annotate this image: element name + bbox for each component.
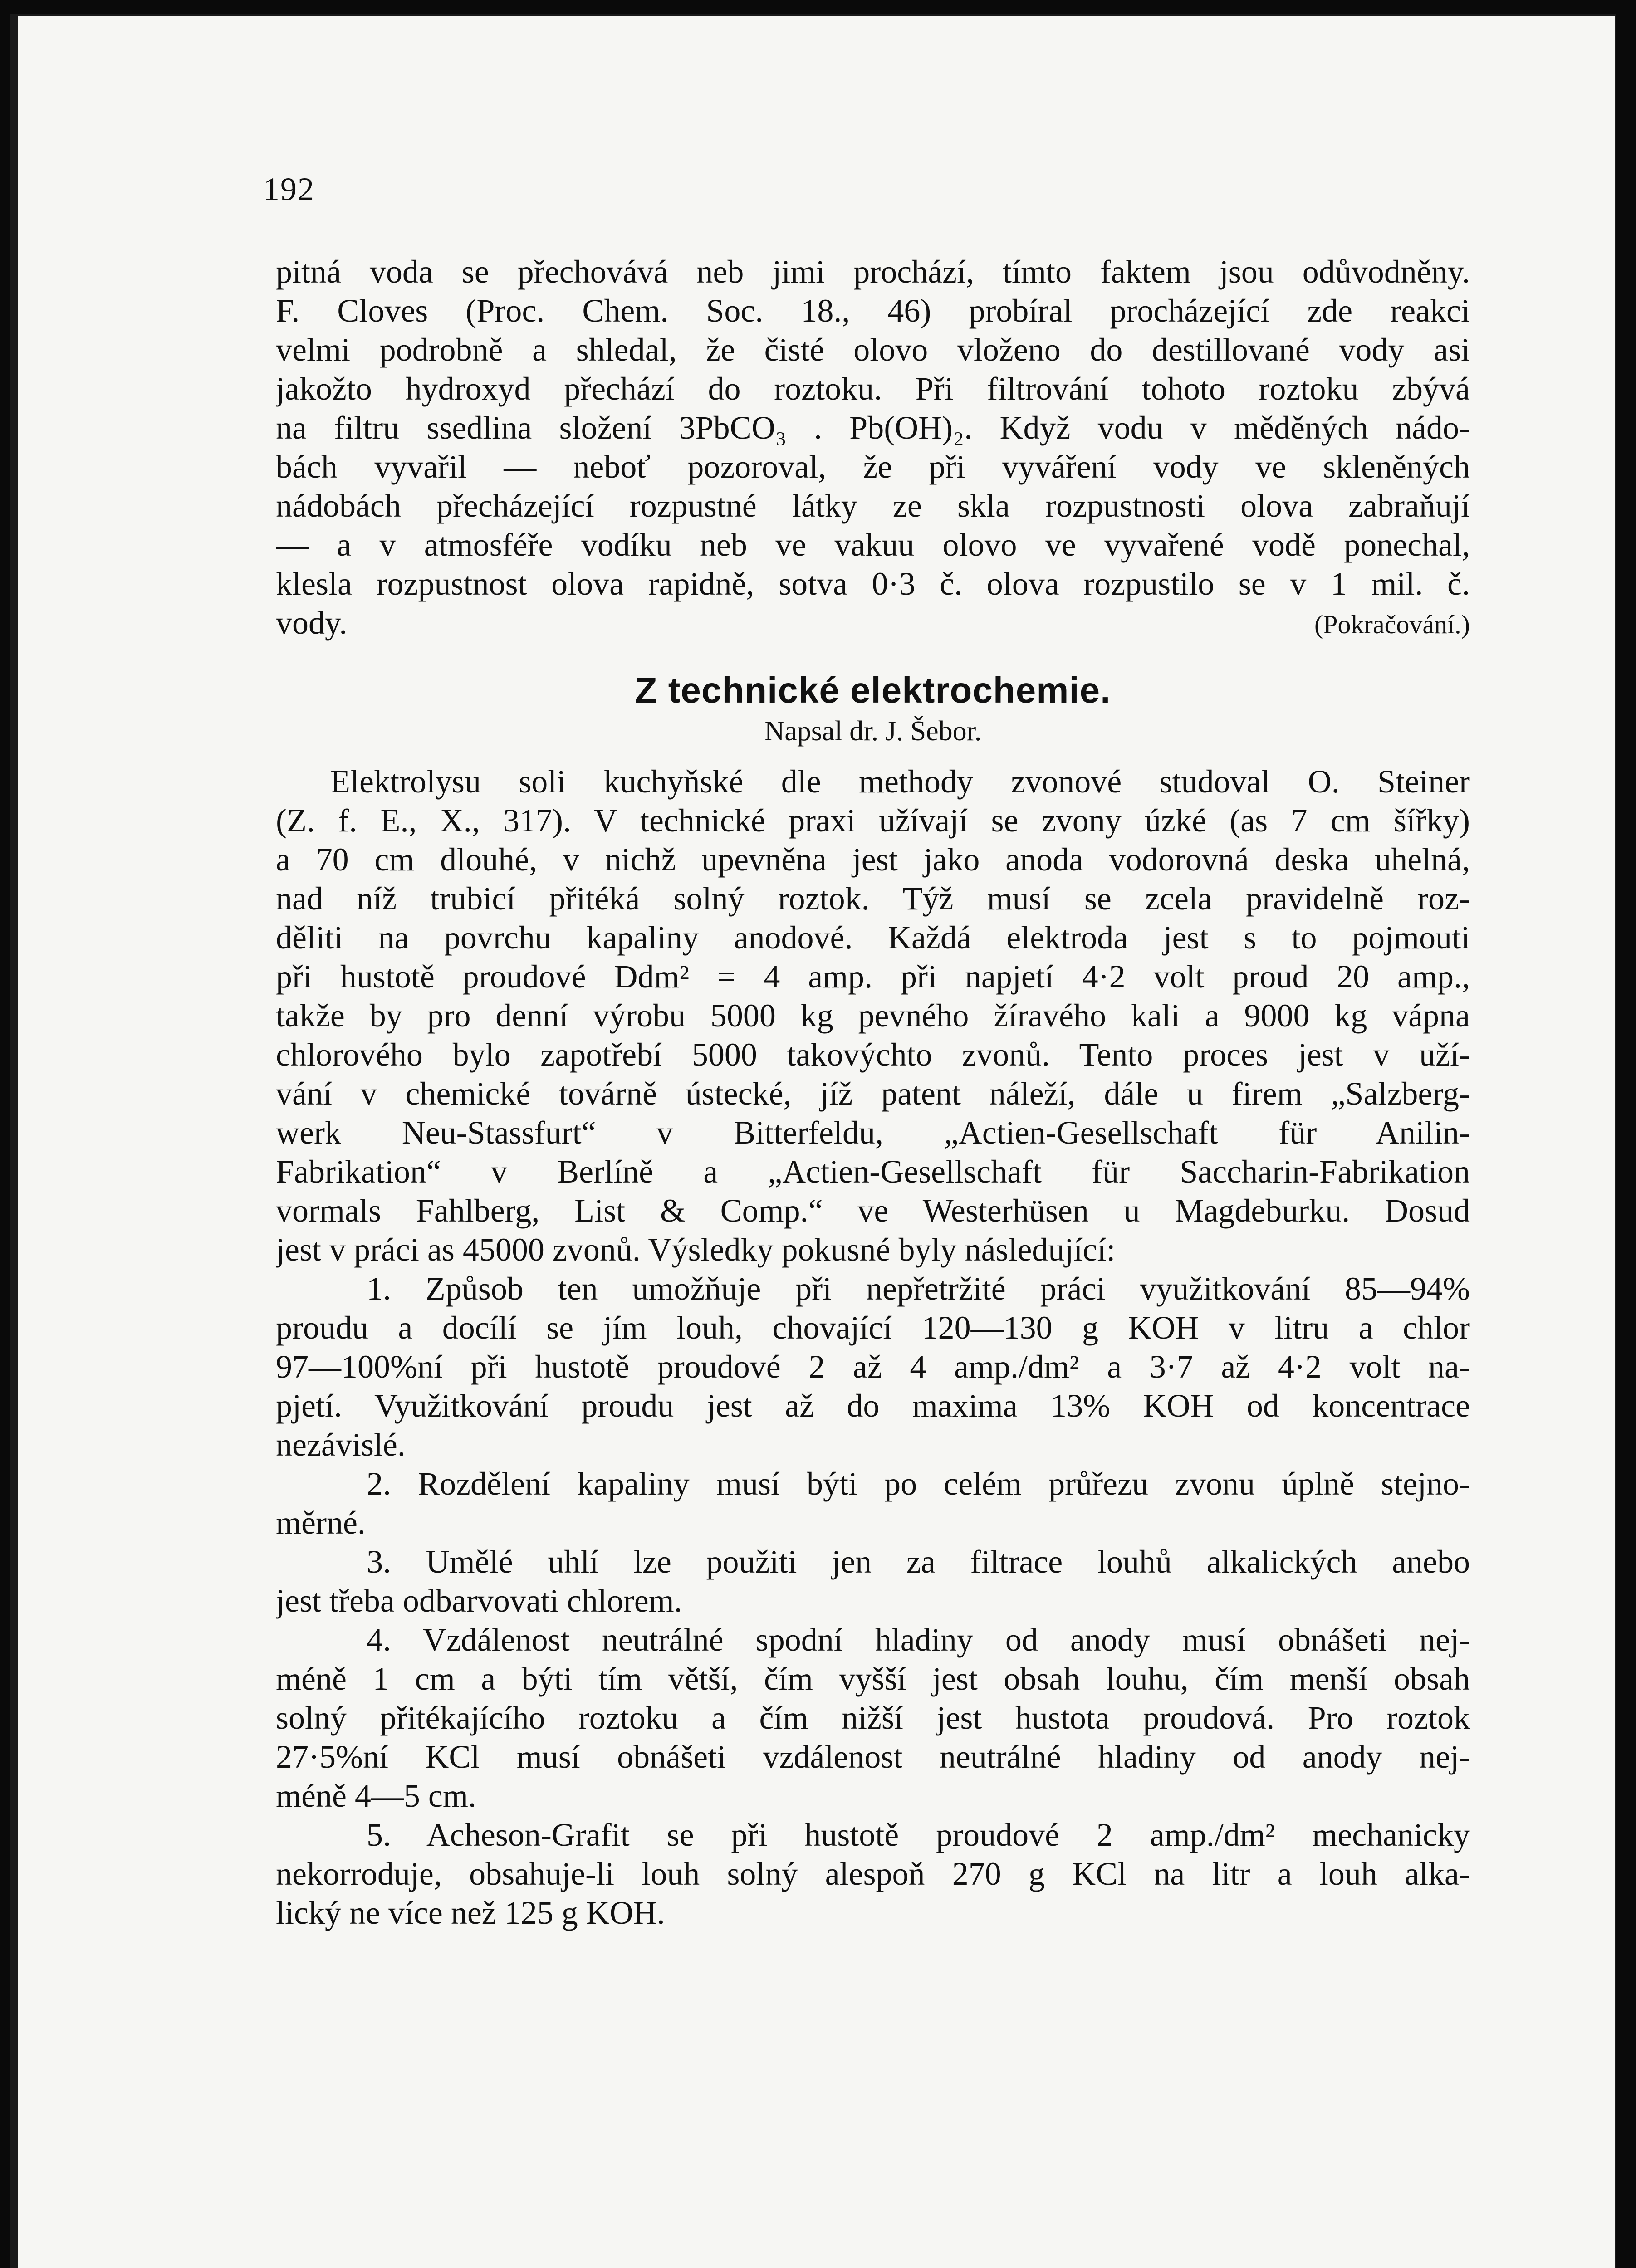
- text-line: takže by pro denní výrobu 5000 kg pevného žíravého kali a 9000 kg vápna: [276, 997, 1470, 1034]
- text-line: 1. Způsob ten umožňuje při nepřetržité práci využitkování 85—94%: [367, 1271, 1470, 1307]
- text-line: proudu a docílí se jím louh, chovající 120—130 g KOH v litru a chlor: [276, 1310, 1470, 1346]
- text-line: jakožto hydroxyd přechází do roztoku. Při filtrování tohoto roztoku zbývá: [276, 371, 1470, 407]
- text-line: vormals Fahlberg, List & Comp.“ ve Westerhüsen u Magdeburku. Dosud: [276, 1193, 1470, 1229]
- continuation-paragraph: [276, 252, 1470, 642]
- page-number: 192: [263, 171, 315, 207]
- text-line: chlorového bylo zapotřebí 5000 takovýchto zvonů. Tento proces jest v uží-: [276, 1036, 1470, 1073]
- text-line: F. Cloves (Proc. Chem. Soc. 18., 46) probíral procházející zde reakci: [276, 293, 1470, 329]
- text-line: velmi podrobně a shledal, že čisté olovo vloženo do destillované vody asi: [276, 332, 1470, 368]
- text-line: děliti na povrchu kapaliny anodové. Každá elektroda jest s to pojmouti: [276, 919, 1470, 956]
- text-line: méně 1 cm a býti tím větší, čím vyšší jest obsah louhu, čím menší obsah: [276, 1661, 1470, 1697]
- text-line: nádobách přecházející rozpustné látky ze skla rozpustnosti olova zabraňují: [276, 488, 1470, 524]
- text-line: — a v atmosféře vodíku neb ve vakuu olovo ve vyvařené vodě ponechal,: [276, 527, 1470, 563]
- text-line: 5. Acheson-Grafit se při hustotě proudové 2 amp./dm² mechanicky: [367, 1817, 1470, 1853]
- text-line: a 70 cm dlouhé, v nichž upevněna jest jako anoda vodorovná deska uhelná,: [276, 841, 1470, 878]
- text-line: klesla rozpustnost olova rapidně, sotva 0·3 č. olova rozpustilo se v 1 mil. č.: [276, 566, 1470, 602]
- result-item-2: [276, 1464, 1470, 1542]
- text-line: měrné.: [276, 1505, 366, 1541]
- text-line: nad níž trubicí přitéká solný roztok. Týž musí se zcela pravidelně roz-: [276, 880, 1470, 917]
- text-line: bách vyvařil — neboť pozoroval, že při vyváření vody ve skleněných: [276, 449, 1470, 485]
- result-item-3: [276, 1542, 1470, 1620]
- text-line: nekorroduje, obsahuje-li louh solný alespoň 270 g KCl na litr a louh alka-: [276, 1856, 1470, 1892]
- text-line: méně 4—5 cm.: [276, 1778, 476, 1814]
- page-content: [276, 252, 1470, 1932]
- intro-paragraph: [276, 762, 1470, 1269]
- text-line: při hustotě proudové Ddm² = 4 amp. při napjetí 4·2 volt proud 20 amp.,: [276, 958, 1470, 995]
- book-page: [18, 16, 1615, 2268]
- text-line: werk Neu-Stassfurt“ v Bitterfeldu, „Actien-Gesellschaft für Anilin-: [276, 1114, 1470, 1151]
- result-item-5: [276, 1815, 1470, 1932]
- text-line: Elektrolysu soli kuchyňské dle methody zvonové studoval O. Steiner: [330, 763, 1470, 800]
- text-line: 27·5%ní KCl musí obnášeti vzdálenost neutrálné hladiny od anody nej-: [276, 1739, 1470, 1775]
- text-line: 97—100%ní při hustotě proudové 2 až 4 amp./dm² a 3·7 až 4·2 volt na-: [276, 1349, 1470, 1385]
- text-line: vání v chemické továrně ústecké, jíž patent náleží, dále u firem „Salzberg-: [276, 1075, 1470, 1112]
- result-item-1: [276, 1269, 1470, 1464]
- text-line: jest v práci as 45000 zvonů. Výsledky pokusné byly následující:: [276, 1232, 1116, 1268]
- text-line: [276, 603, 1470, 642]
- article-title: Z technické elektrochemie.: [635, 670, 1111, 710]
- text-line: na filtru ssedlina složení 3PbCO₃ . Pb(OH)₂. Když vodu v měděných nádo-: [276, 410, 1470, 446]
- text-line: solný přitékajícího roztoku a čím nižší jest hustota proudová. Pro roztok: [276, 1700, 1470, 1736]
- text-line: pitná voda se přechovává neb jimi prochází, tímto faktem jsou odůvodněny.: [276, 254, 1470, 290]
- result-item-4: [276, 1620, 1470, 1815]
- paragraph-end-text: vody.: [276, 605, 348, 641]
- text-line: 2. Rozdělení kapaliny musí býti po celém průřezu zvonu úplně stejno-: [367, 1466, 1470, 1502]
- text-line: 3. Umělé uhlí lze použiti jen za filtrace louhů alkalických anebo: [367, 1544, 1470, 1580]
- article-byline: Napsal dr. J. Šebor.: [764, 716, 982, 747]
- text-line: Fabrikation“ v Berlíně a „Actien-Gesellschaft für Saccharin-Fabrikation: [276, 1154, 1470, 1190]
- text-line: nezávislé.: [276, 1427, 406, 1463]
- text-line: (Z. f. E., X., 317). V technické praxi užívají se zvony úzké (as 7 cm šířky): [276, 802, 1470, 839]
- text-line: 4. Vzdálenost neutrálné spodní hladiny od anody musí obnášeti nej-: [367, 1622, 1470, 1658]
- continued-note: (Pokračování.): [1314, 610, 1470, 639]
- text-line: jest třeba odbarvovati chlorem.: [276, 1583, 682, 1619]
- text-line: pjetí. Využitkování proudu jest až do maxima 13% KOH od koncentrace: [276, 1388, 1470, 1424]
- text-line: lický ne více než 125 g KOH.: [276, 1895, 665, 1931]
